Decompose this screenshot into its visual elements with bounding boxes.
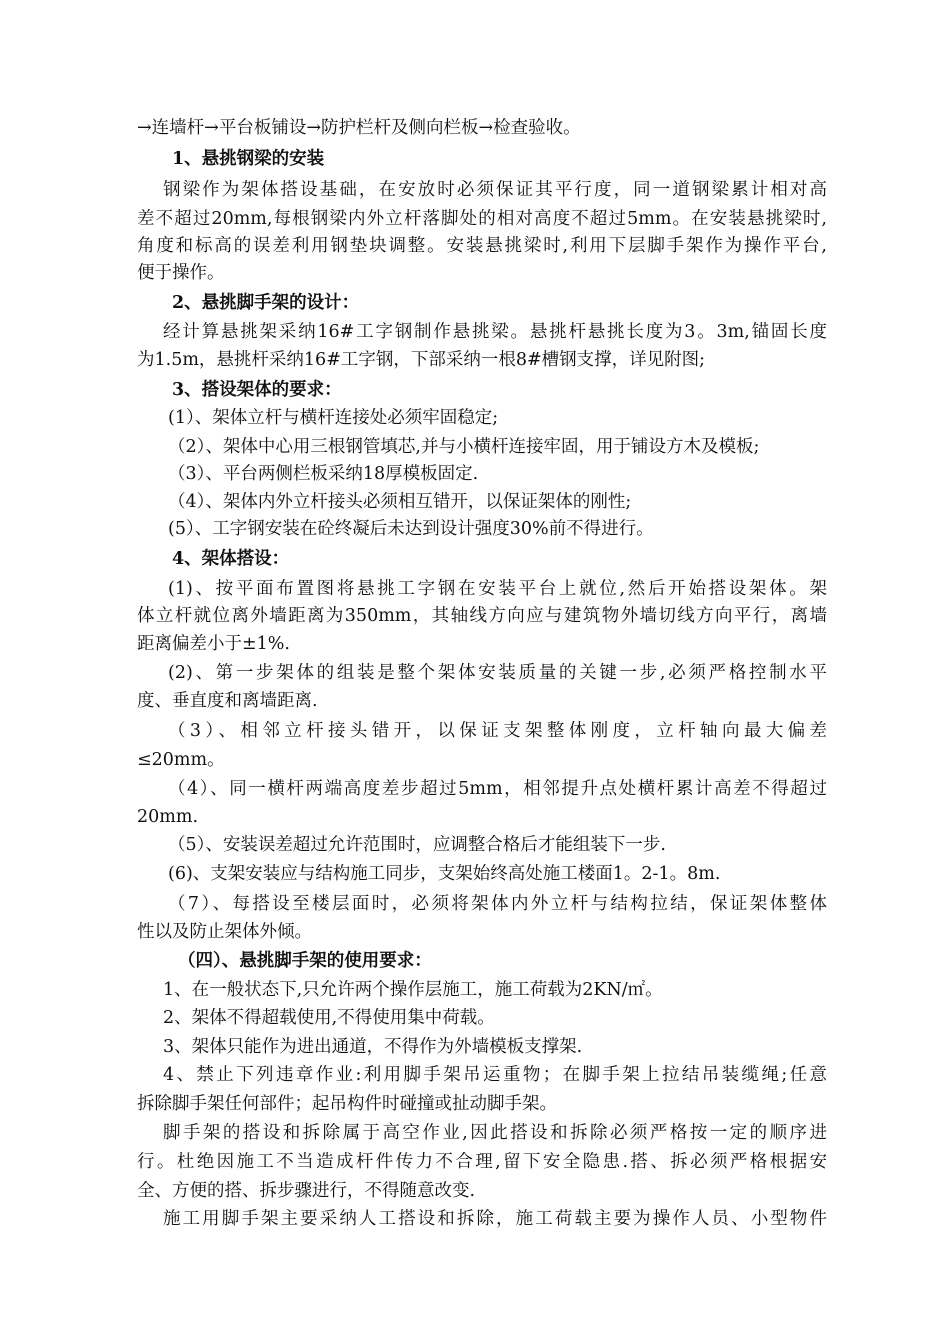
text-line: ≤20mm。 [137,750,225,770]
text-line: 差不超过20mm,每根钢梁内外立杆落脚处的相对高度不超过5mm。在安装悬挑梁时, [137,209,827,229]
text-line: （4）、架体内外立杆接头必须相互错开，以保证架体的刚性; [168,492,632,512]
text-line: （3）、相邻立杆接头错开，以保证支架整体刚度，立杆轴向最大偏差 [168,721,827,741]
text-line: （4）、同一横杆两端高度差步超过5mm，相邻提升点处横杆累计高差不得超过 [168,779,827,799]
section-heading: 2、悬挑脚手架的设计： [172,293,360,313]
text-line: 度、垂直度和离墙距离. [137,691,318,711]
text-line: (6)、支架安装应与结构施工同步，支架始终高处施工楼面1。2-1。8m. [168,864,721,884]
text-line: （2）、架体中心用三根钢管填芯,并与小横杆连接牢固，用于铺设方木及模板; [168,437,760,457]
text-line: 3、架体只能作为进出通道，不得作为外墙模板支撑架. [163,1037,583,1057]
text-line: (1)、按平面布置图将悬挑工字钢在安装平台上就位,然后开始搭设架体。架 [168,579,827,599]
text-line: 拆除脚手架任何部件；起吊构件时碰撞或扯动脚手架。 [137,1094,557,1114]
text-line: 角度和标高的误差利用钢垫块调整。安装悬挑梁时,利用下层脚手架作为操作平台, [137,236,827,256]
text-line: 1、在一般状态下,只允许两个操作层施工，施工荷载为2KN/㎡。 [163,980,663,1000]
section-heading: 1、悬挑钢梁的安装 [172,149,325,169]
text-line: 20mm. [137,807,199,827]
text-line: （7）、每搭设至楼层面时，必须将架体内外立杆与结构拉结，保证架体整体 [168,894,827,914]
text-line: （5）、安装误差超过允许范围时，应调整合格后才能组装下一步. [168,835,666,855]
text-line: 钢梁作为架体搭设基础，在安放时必须保证其平行度，同一道钢梁累计相对高 [163,180,827,200]
text-line: 行。杜绝因施工不当造成杆件传力不合理,留下安全隐患.搭、拆必须严格根据安 [137,1152,827,1172]
text-line: 体立杆就位离外墙距离为350mm，其轴线方向应与建筑物外墙切线方向平行，离墙 [137,606,827,626]
text-line: 2、架体不得超载使用,不得使用集中荷载。 [163,1008,495,1028]
text-line: (1）、架体立杆与横杆连接处必须牢固稳定; [168,408,499,428]
text-line: 性以及防止架体外倾。 [137,922,312,942]
text-line: 为1.5m，悬挑杆采纳16#工字钢，下部采纳一根8#槽钢支撑，详见附图; [137,350,706,370]
text-line: (5）、工字钢安装在砼终凝后未达到设计强度30%前不得进行。 [168,519,654,539]
text-line: 脚手架的搭设和拆除属于高空作业,因此搭设和拆除必须严格按一定的顺序进 [163,1123,827,1143]
text-line: (2)、第一步架体的组装是整个架体安装质量的关键一步,必须严格控制水平 [168,663,827,683]
text-line: 距离偏差小于±1%. [137,634,290,654]
section-heading: 3、搭设架体的要求： [172,380,342,400]
section-heading: （四）、悬挑脚手架的使用要求： [178,951,432,971]
text-line: 便于操作。 [137,263,225,283]
text-line: （3）、平台两侧栏板采纳18厚模板固定. [168,464,479,484]
text-line: →连墙杆→平台板铺设→防护栏杆及侧向栏板→检查验收。 [137,118,581,138]
section-heading: 4、架体搭设： [172,549,290,569]
text-line: 经计算悬挑架采纳16#工字钢制作悬挑梁。悬挑杆悬挑长度为3。3m,锚固长度 [163,322,827,342]
text-line: 施工用脚手架主要采纳人工搭设和拆除，施工荷载主要为操作人员、小型物件 [163,1209,827,1229]
text-line: 4、禁止下列违章作业:利用脚手架吊运重物；在脚手架上拉结吊装缆绳;任意 [163,1065,827,1085]
text-line: 全、方便的搭、拆步骤进行，不得随意改变. [137,1181,476,1201]
